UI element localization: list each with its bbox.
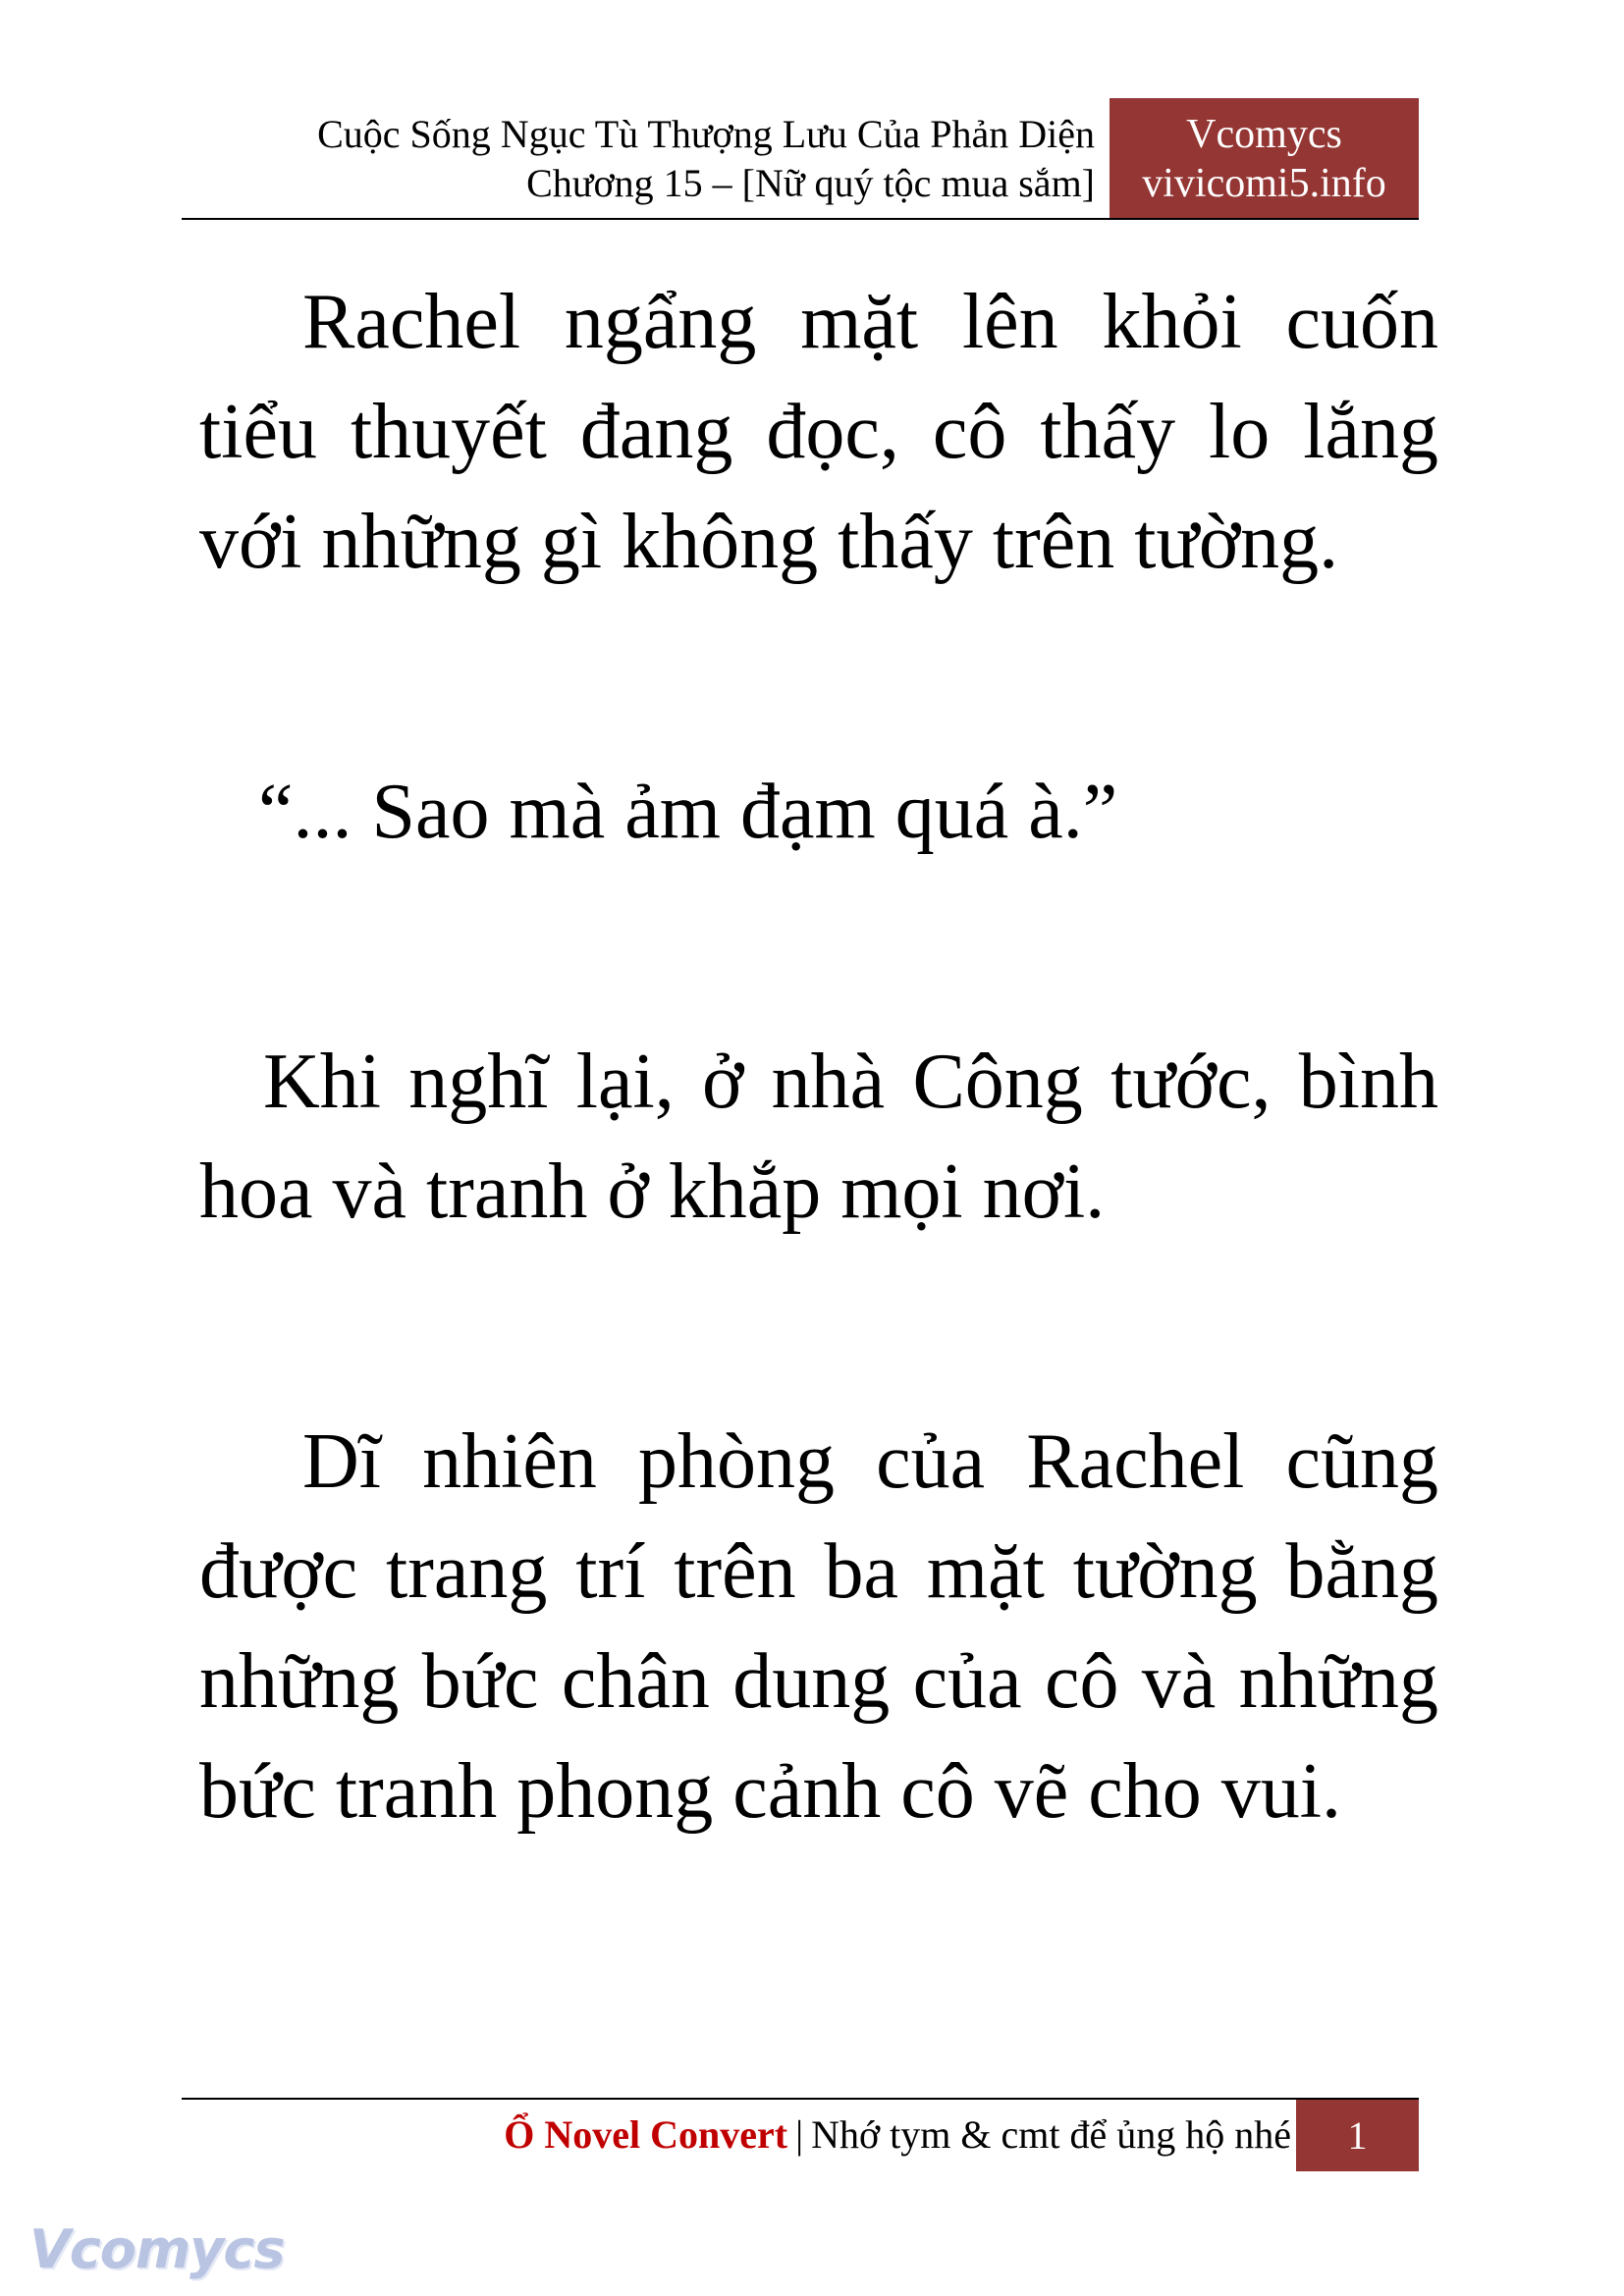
footer-note: Nhớ tym & cmt để ủng hộ nhé bbox=[811, 2112, 1291, 2157]
footer-brand: Ổ Novel Convert bbox=[504, 2112, 788, 2157]
paragraph-2-dialogue: “... Sao mà ảm đạm quá à.” bbox=[258, 769, 1118, 855]
site-badge-url: vivicomi5.info bbox=[1142, 161, 1386, 206]
site-badge bbox=[1110, 98, 1419, 218]
footer-line bbox=[504, 2109, 1291, 2161]
chapter-body bbox=[199, 267, 1438, 2006]
paragraph-1: Rachel ngẩng mặt lên khỏi cuốn tiểu thuyết đang đọc, cô thấy lo lắng với những gì không thấy trên tường. bbox=[199, 279, 1438, 585]
site-badge-name: Vcomycs bbox=[1186, 112, 1342, 157]
paragraph-4: Dĩ nhiên phòng của Rachel cũng được trang trí trên ba mặt tường bằng những bức chân dung của cô và những bức tranh phong cảnh cô vẽ cho vui. bbox=[199, 1418, 1438, 1835]
page-number: 1 bbox=[1296, 2100, 1419, 2171]
chapter-title: Chương 15 – [Nữ quý tộc mua sắm] bbox=[526, 161, 1095, 205]
footer-separator: | bbox=[795, 2112, 804, 2157]
page-header bbox=[182, 98, 1419, 220]
page-footer bbox=[182, 2098, 1419, 2171]
paragraph-3: Khi nghĩ lại, ở nhà Công tước, bình hoa và tranh ở khắp mọi nơi. bbox=[199, 1039, 1438, 1235]
watermark-logo: Vcomycs bbox=[29, 2218, 285, 2280]
header-titles bbox=[317, 110, 1095, 208]
novel-title: Cuộc Sống Ngục Tù Thượng Lưu Của Phản Diện bbox=[317, 112, 1095, 156]
